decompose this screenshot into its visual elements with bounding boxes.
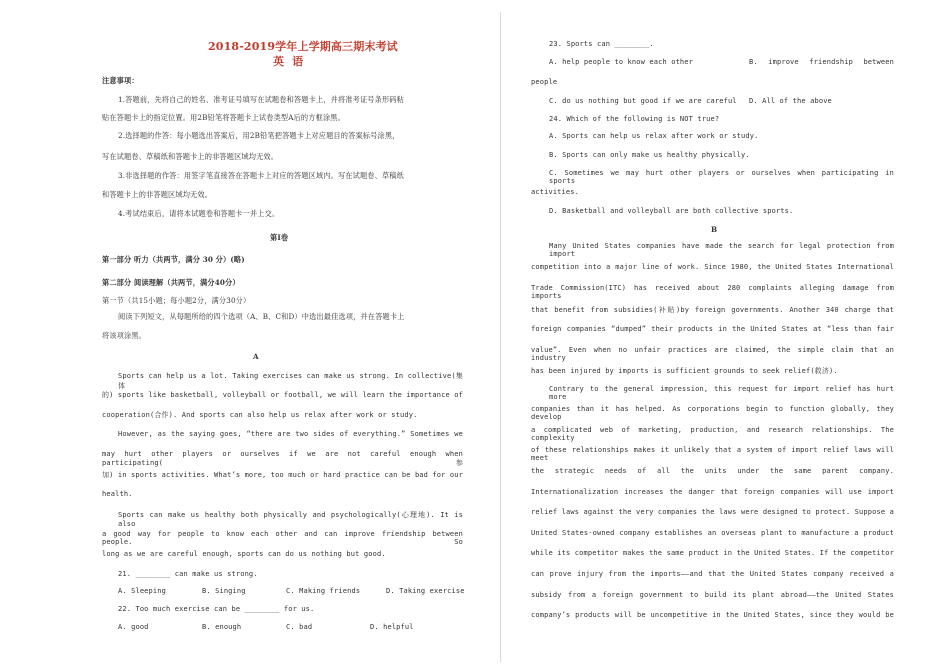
- passage-a-line: Sports can make us healthy both physically and psychologically(心理地). It is also: [118, 511, 463, 528]
- passage-a-label: A: [253, 352, 259, 361]
- instruction-line-1: 阅读下列短文，从每题所给的四个选项（A、B、C和D）中选出最佳选项，并在答题卡上: [118, 312, 405, 321]
- passage-b-line: has been injured by imports is sufficient grounds to seek relief(救济).: [531, 367, 838, 375]
- passage-b-line: Many United States companies have made the search for legal protection from import: [549, 242, 894, 258]
- question-24-stem: 24. Which of the following is NOT true?: [549, 115, 720, 123]
- note-3-line-2: 和答题卡上的非答题区域均无效。: [102, 190, 213, 199]
- passage-b-line: a complicated web of marketing, production, and research relationships. The complexity: [531, 426, 894, 442]
- question-23-option-b: B. improve friendship between: [749, 58, 894, 66]
- passage-b-line: foreign companies “dumped” their products in the United States at “less than fair: [531, 325, 894, 333]
- question-21-option-d: D. Taking exercise: [386, 587, 465, 595]
- passage-b-line: subsidy from a foreign government to build its plant abroad——the United States: [531, 591, 894, 599]
- passage-a-line: Sports can help us a lot. Taking exercises can make us strong. In collective(集体: [118, 372, 463, 390]
- note-1-line-1: 1.答题前，先将自己的姓名、准考证号填写在试题卷和答题卡上，并将准考证号条形码粘: [118, 95, 404, 104]
- passage-b-line: that benefit from subsidies(补贴)by foreign governments. Another 340 charge that: [531, 306, 894, 314]
- question-22-option-c: C. bad: [286, 623, 313, 631]
- question-24-option-c-line-1: C. Sometimes we may hurt other players or ourselves when participating in sports: [549, 169, 894, 185]
- column-divider: [500, 12, 501, 662]
- passage-b-line: of these relationships makes it unlikely that a system of import relief laws will meet: [531, 446, 894, 462]
- note-3-line-1: 3.非选择题的作答：用签字笔直接答在答题卡上对应的答题区域内。写在试题卷、草稿纸: [118, 171, 404, 180]
- question-24-option-b: B. Sports can only make us healthy physically.: [549, 151, 750, 159]
- question-24-option-c-line-2: activities.: [531, 188, 580, 196]
- passage-a-line: may hurt other players or ourselves if we are not careful enough when participating(参: [102, 450, 463, 467]
- passage-a-line: cooperation(合作). And sports can also help us relax after work or study.: [102, 411, 418, 419]
- question-21-option-c: C. Making friends: [286, 587, 361, 595]
- passage-b-line: Trade Commission(ITC) has received about 280 complaints alleging damage from imports: [531, 284, 894, 300]
- passage-b-line: while its competitor makes the same product in the United States. If the competitor: [531, 549, 894, 557]
- question-21-stem: 21. ________ can make us strong.: [118, 570, 258, 578]
- question-21-option-a: A. Sleeping: [118, 587, 167, 595]
- exam-title: 2018-2019学年上学期高三期末考试: [208, 40, 398, 53]
- question-23-stem: 23. Sports can ________.: [549, 40, 654, 48]
- question-22-stem: 22. Too much exercise can be ________ for us.: [118, 605, 315, 613]
- question-23-option-d: D. All of the above: [749, 97, 832, 105]
- passage-b-line: companies than it has helped. As corporations begin to function globally, they develop: [531, 405, 894, 421]
- passage-b-line: can prove injury from the imports——and that the United States company received a: [531, 570, 894, 578]
- passage-a-line: However, as the saying goes, “there are two sides of everything.” Sometimes we: [118, 430, 463, 438]
- passage-a-line: long as we are careful enough, sports can do us nothing but good.: [102, 550, 386, 558]
- part-2-heading: 第二部分 阅读理解（共两节，满分40分）: [102, 278, 240, 287]
- subject-title: 英 语: [273, 55, 304, 68]
- passage-b-line: United States-owned company establishes an overseas plant to manufacture a product: [531, 529, 894, 537]
- question-21-option-b: B. Singing: [202, 587, 246, 595]
- note-1-line-2: 贴在答题卡上的指定位置。用2B铅笔将答题卡上试卷类型A后的方框涂黑。: [102, 113, 345, 122]
- question-22-option-d: D. helpful: [370, 623, 414, 631]
- note-4: 4.考试结束后，请将本试题卷和答题卡一并上交。: [118, 209, 280, 218]
- question-22-option-a: A. good: [118, 623, 149, 631]
- question-23-option-a: A. help people to know each other: [549, 58, 694, 66]
- question-23-option-c: C. do us nothing but good if we are careful: [549, 97, 737, 105]
- passage-b-label: B: [711, 225, 718, 234]
- passage-a-line: a good way for people to know each other and can improve friendship between people. So: [102, 530, 463, 546]
- notes-heading: 注意事项：: [102, 76, 139, 85]
- question-22-option-b: B. enough: [202, 623, 242, 631]
- passage-b-line: relief laws against the very companies the laws were designed to protect. Suppose a: [531, 508, 894, 516]
- instruction-line-2: 将该项涂黑。: [102, 331, 147, 340]
- passage-a-line: health.: [102, 490, 133, 498]
- passage-b-line: company’s products will be uncompetitive in the United States, since they would be: [531, 611, 894, 619]
- question-24-option-a: A. Sports can help us relax after work or study.: [549, 132, 759, 140]
- section-1-heading: 第一节（共15小题；每小题2分，满分30分）: [102, 296, 251, 305]
- passage-a-line: 的) sports like basketball, volleyball or football, we will learn the importance of: [102, 391, 463, 399]
- passage-b-line: value”. Even when no unfair practices are claimed, the simple claim that an industry: [531, 346, 894, 362]
- passage-b-line: Contrary to the general impression, this request for import relief has hurt more: [549, 385, 894, 401]
- passage-b-line: Internationalization increases the danger that foreign companies will use import: [531, 488, 894, 496]
- passage-b-line: competition into a major line of work. Since 1980, the United States International: [531, 263, 894, 271]
- question-23-option-b-continued: people: [531, 78, 558, 86]
- passage-a-line: 加) in sports activities. What’s more, too much or hard practice can be bad for our: [102, 471, 463, 479]
- question-24-option-d: D. Basketball and volleyball are both collective sports.: [549, 207, 794, 215]
- volume-heading: 第Ⅰ卷: [270, 233, 289, 242]
- part-1-heading: 第一部分 听力（共两节，满分 30 分）(略): [102, 255, 245, 264]
- note-2-line-1: 2.选择题的作答：每小题选出答案后，用2B铅笔把答题卡上对应题目的答案标号涂黑，: [118, 131, 400, 140]
- note-2-line-2: 写在试题卷、草稿纸和答题卡上的非答题区域均无效。: [102, 152, 279, 161]
- passage-b-line: the strategic needs of all the units under the same parent company.: [531, 467, 894, 475]
